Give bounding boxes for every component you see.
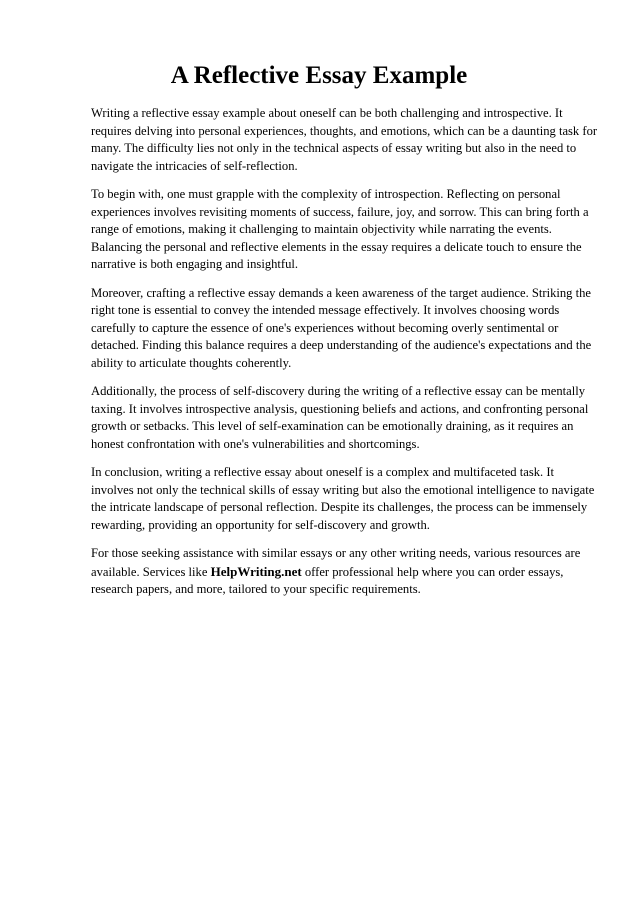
closing-text-after: offer professional help where you can order essays, research papers, and more, tailored to your specific requirements.: [91, 564, 564, 596]
paragraph-4: Additionally, the process of self-discovery during the writing of a reflective essay can be mentally taxing. It involves introspective analysis, questioning beliefs and actions, and confronting personal growth or setbacks. This level of self-examination can be emotionally draining, as it requires an honest confrontation with one's vulnerabilities and shortcomings.: [91, 384, 589, 451]
document-title: A Reflective Essay Example: [170, 62, 468, 89]
closing-paragraph: [91, 545, 599, 599]
paragraph-1: Writing a reflective essay example about oneself can be both challenging and introspective. It requires delving into personal experiences, thoughts, and emotions, which can be a daunting task for many. The difficulty lies not only in the technical aspects of essay writing but also in the need to navigate the intricacies of self-reflection.: [91, 106, 598, 173]
paragraph-2: To begin with, one must grapple with the complexity of introspection. Reflecting on personal experiences involves revisiting moments of success, failure, joy, and sorrow. This can bring forth a range of emotions, making it challenging to maintain objectivity while narrating the events. Balancing the personal and reflective elements in the essay requires a delicate touch to ensure the narrative is both engaging and insightful.: [91, 187, 589, 271]
paragraph-3: Moreover, crafting a reflective essay demands a keen awareness of the target audience. Striking the right tone is essential to convey the intended message effectively. It involves choosing words carefully to capture the essence of one's experiences without becoming overly sentimental or detached. Finding this balance requires a deep understanding of the audience's expectations and the ability to articulate thoughts coherently.: [91, 285, 592, 370]
brand-name: HelpWriting.net: [210, 563, 302, 579]
closing-text-before: For those seeking assistance with similar essays or any other writing needs, various resources are available. Services like: [91, 546, 581, 579]
document-body: [91, 105, 599, 610]
paragraph-5: In conclusion, writing a reflective essay about oneself is a complex and multifaceted task. It involves not only the technical skills of essay writing but also the emotional intelligence to navigate the intricate landscape of personal reflection. Despite its challenges, the process can be immensely rewarding, providing an opportunity for self-discovery and growth.: [91, 465, 595, 532]
